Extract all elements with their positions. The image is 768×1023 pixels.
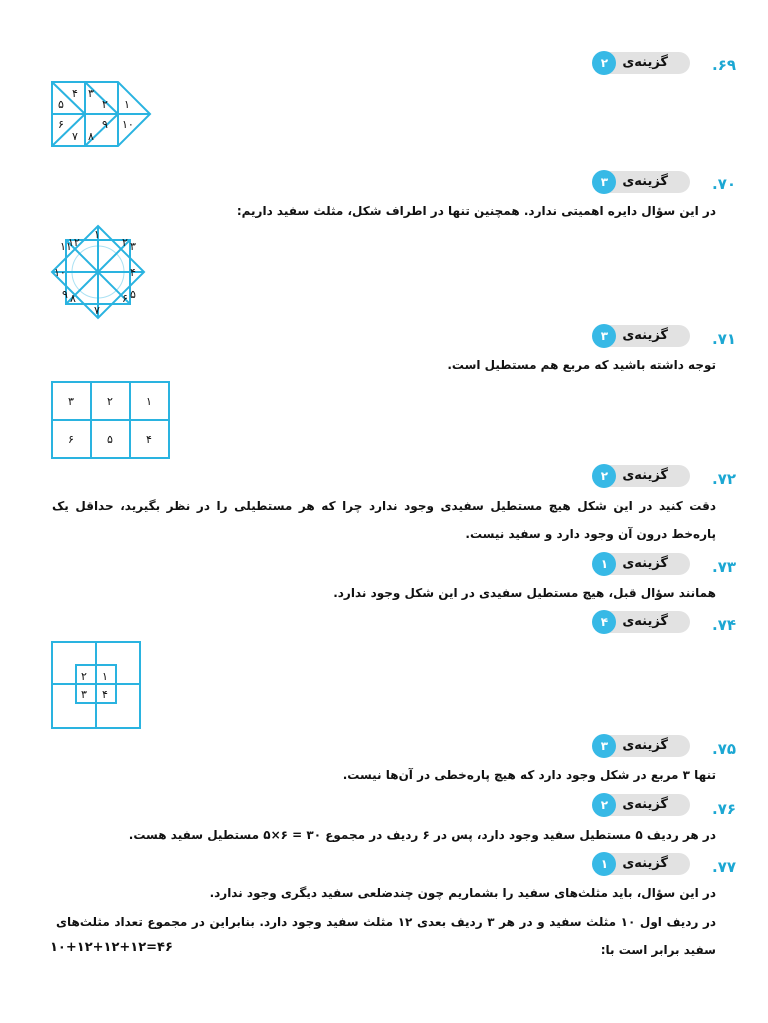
fig69-label: ۵	[58, 98, 64, 111]
fig70-label: ۳	[130, 240, 136, 253]
figure-74	[50, 640, 142, 730]
fig70-label: ۱۰	[54, 266, 66, 279]
answer-option: ۴	[592, 610, 616, 634]
answer-option: ۲	[592, 51, 616, 75]
fig71-label: ۶	[68, 433, 74, 446]
answer-badge-75	[592, 734, 690, 758]
fig74-label: ۲	[81, 670, 87, 683]
fig70-label: ۹	[62, 288, 68, 301]
answer-text-72: دقت کنید در این شکل هیچ مستطیل سفیدی وجود ندارد چرا که هر مستطیلی را در نظر بگیرید، حداقل یک پاره‌خط درون آن وجود دارد و سفید نیست.	[52, 499, 716, 541]
fig70-label: ۴	[130, 266, 136, 279]
answer-option: ۱	[592, 552, 616, 576]
answer-text-77-continued: در ردیف اول ۱۰ مثلث سفید و در هر ۳ ردیف بعدی ۱۲ مثلث سفید وجود دارد. بنابراین در مجموع تعداد مثلث‌های سفید برابر است با:	[56, 915, 717, 957]
badge-word: گزینه‌ی	[608, 735, 690, 757]
question-number-69: ۶۹.	[711, 56, 736, 74]
figure-69	[50, 80, 160, 150]
answer-badge-71	[592, 324, 690, 348]
fig69-label: ۱	[124, 98, 130, 111]
figure-70	[50, 224, 146, 320]
answer-option: ۱	[592, 852, 616, 876]
answer-option: ۳	[592, 170, 616, 194]
fig69-label: ۷	[72, 130, 78, 143]
badge-word: گزینه‌ی	[608, 853, 690, 875]
answer-option: ۳	[592, 734, 616, 758]
fig70-label: ۷	[94, 304, 100, 317]
badge-word: گزینه‌ی	[608, 52, 690, 74]
fig69-label: ۶	[58, 118, 64, 131]
fig69-label: ۴	[72, 87, 78, 100]
badge-word: گزینه‌ی	[608, 611, 690, 633]
figure-71	[50, 380, 172, 460]
badge-word: گزینه‌ی	[608, 794, 690, 816]
answer-badge-70	[592, 170, 690, 194]
question-number-76: ۷۶.	[711, 800, 736, 818]
fig69-label: ۹	[102, 118, 108, 131]
answer-text-77: در این سؤال، باید مثلث‌های سفید را بشماریم چون چندضلعی سفید دیگری وجود ندارد.	[209, 886, 716, 900]
answer-badge-72	[592, 464, 690, 488]
badge-word: گزینه‌ی	[608, 553, 690, 575]
answer-badge-69	[592, 51, 690, 75]
fig70-label: ۸	[70, 292, 76, 305]
answer-badge-76	[592, 793, 690, 817]
question-number-74: ۷۴.	[711, 616, 736, 634]
fig74-label: ۴	[102, 688, 108, 701]
fig70-label: ۱۲	[68, 236, 80, 249]
fig71-label: ۱	[146, 395, 152, 408]
question-number-71: ۷۱.	[711, 330, 736, 348]
question-number-77: ۷۷.	[711, 858, 736, 876]
fig71-label: ۴	[146, 433, 152, 446]
question-number-73: ۷۳.	[711, 558, 736, 576]
answer-text-71: توجه داشته باشید که مربع هم مستطیل است.	[447, 358, 716, 372]
answer-option: ۳	[592, 324, 616, 348]
fig71-label: ۳	[68, 395, 74, 408]
fig69-label: ۳	[88, 87, 94, 100]
fig69-label: ۸	[88, 130, 94, 143]
answer-option: ۲	[592, 793, 616, 817]
question-number-75: ۷۵.	[711, 740, 736, 758]
answer-badge-77	[592, 852, 690, 876]
fig70-label: ۱	[94, 228, 100, 241]
answer-text-76: در هر ردیف ۵ مستطیل سفید وجود دارد، پس در ۶ ردیف در مجموع ۳۰ = ۶×۵ مستطیل سفید هست.	[128, 828, 716, 842]
fig70-label: ۶	[122, 292, 128, 305]
fig70-label: ۲	[122, 236, 128, 249]
answer-option: ۲	[592, 464, 616, 488]
fig71-label: ۲	[107, 395, 113, 408]
fig74-label: ۱	[102, 670, 108, 683]
question-number-72: ۷۲.	[711, 470, 736, 488]
fig71-label: ۵	[107, 433, 113, 446]
fig69-label: ۲	[102, 98, 108, 111]
answer-text-70: در این سؤال دایره اهمیتی ندارد. همچنین تنها در اطراف شکل، مثلث سفید داریم:	[236, 204, 716, 218]
fig70-label: ۵	[130, 288, 136, 301]
fig70-label: ۱۱	[60, 240, 72, 253]
fig74-label: ۳	[81, 688, 87, 701]
badge-word: گزینه‌ی	[608, 325, 690, 347]
badge-word: گزینه‌ی	[608, 171, 690, 193]
sum-equation: ۱۰+۱۲+۱۲+۱۲=۴۶	[50, 940, 173, 955]
fig69-label: ۱۰	[122, 118, 134, 131]
answer-text-75: تنها ۳ مربع در شکل وجود دارد که هیچ پاره‌خطی در آن‌ها نیست.	[342, 768, 716, 782]
answer-badge-73	[592, 552, 690, 576]
question-number-70: ۷۰.	[711, 175, 736, 193]
answer-text-73: همانند سؤال قبل، هیچ مستطیل سفیدی در این شکل وجود ندارد.	[333, 586, 716, 600]
answer-badge-74	[592, 610, 690, 634]
badge-word: گزینه‌ی	[608, 465, 690, 487]
